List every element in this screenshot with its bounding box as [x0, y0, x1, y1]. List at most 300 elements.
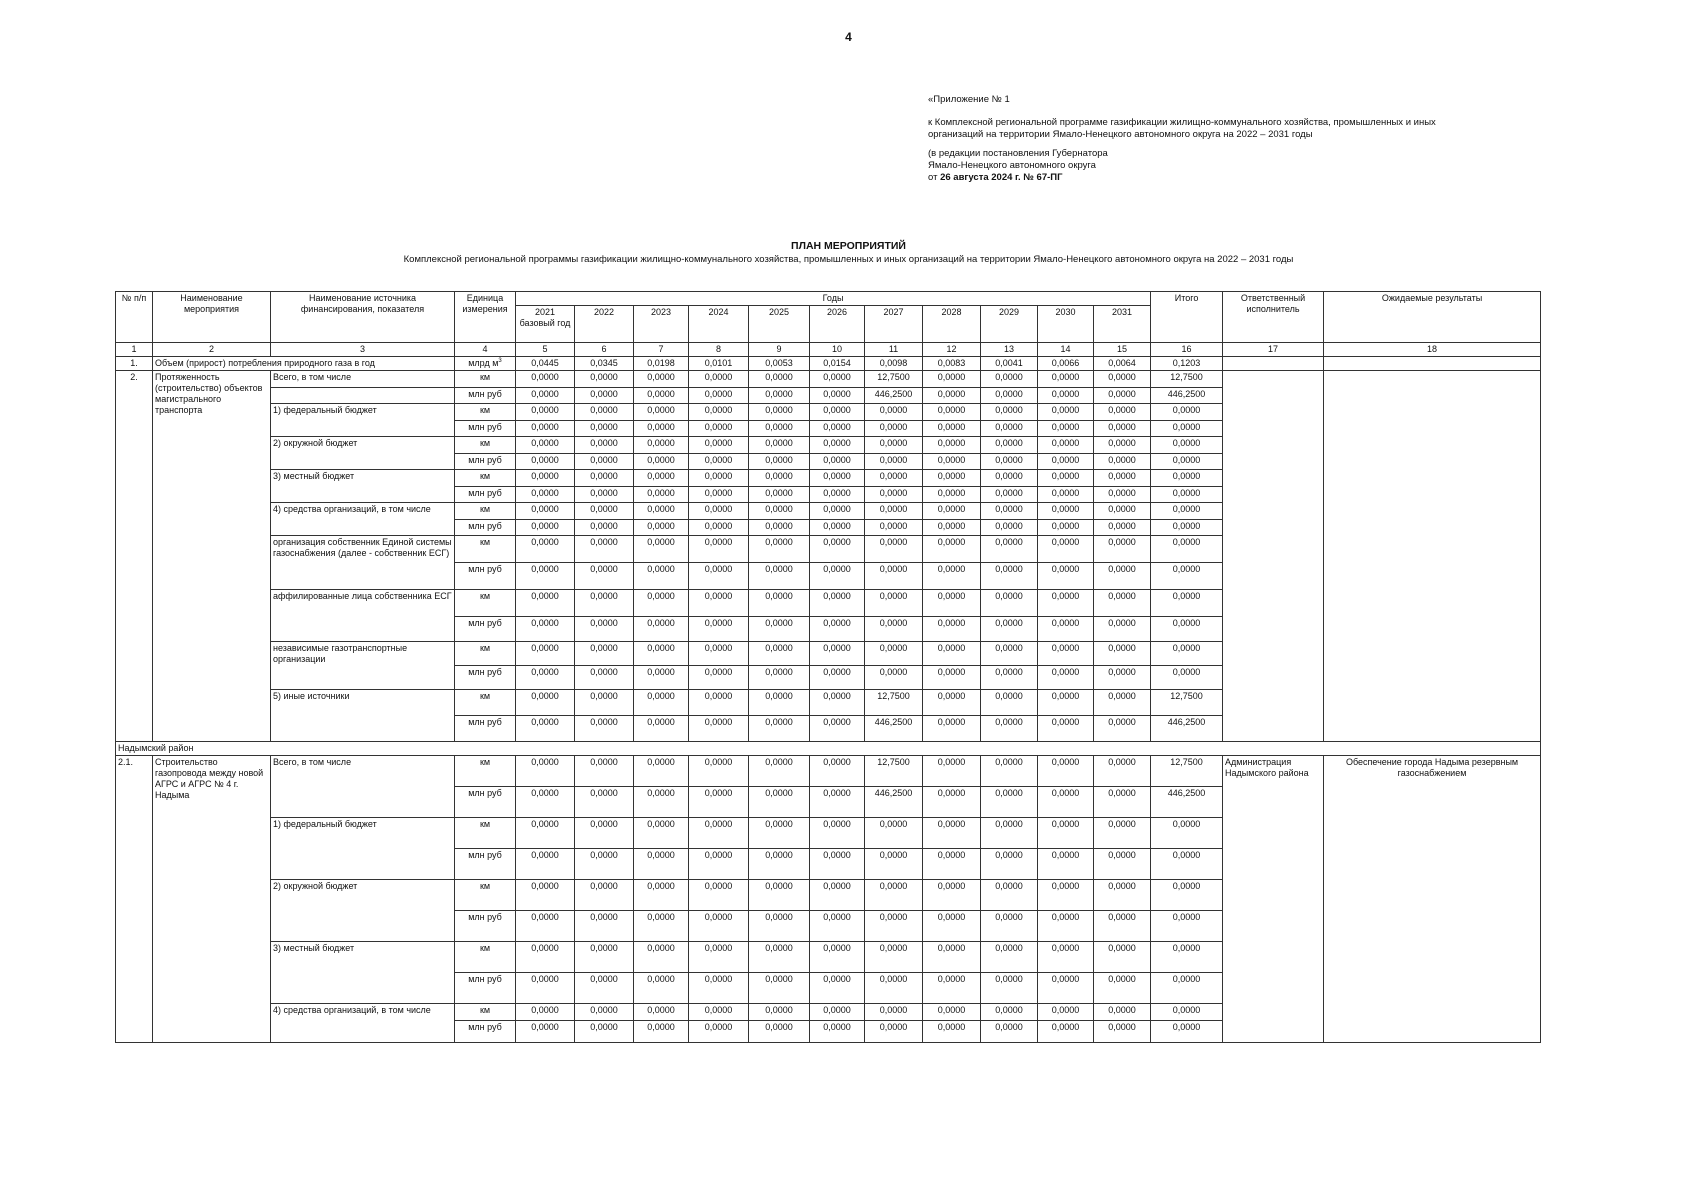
value-cell: 0,0000: [981, 818, 1038, 849]
value-cell: 0,0000: [634, 421, 689, 437]
value-cell: 0,0000: [1038, 536, 1094, 563]
value-cell: 0,0000: [516, 911, 575, 942]
value-cell: 0,0000: [749, 911, 810, 942]
value-cell: 0,0000: [981, 666, 1038, 690]
total-cell: 0,0000: [1151, 536, 1223, 563]
header-year: 2026: [810, 306, 865, 343]
total-cell: 0,0000: [1151, 849, 1223, 880]
unit-cell: млн руб: [455, 388, 516, 404]
value-cell: 0,0000: [810, 487, 865, 503]
value-cell: 0,0198: [634, 357, 689, 371]
value-cell: 0,0000: [575, 454, 634, 470]
value-cell: 0,0000: [516, 503, 575, 520]
value-cell: 0,0000: [749, 590, 810, 617]
total-cell: 0,0000: [1151, 503, 1223, 520]
unit-cell: км: [455, 756, 516, 787]
responsible-cell: [1223, 357, 1324, 371]
value-cell: 0,0000: [749, 470, 810, 487]
value-cell: 0,0000: [923, 617, 981, 642]
value-cell: 0,0000: [981, 437, 1038, 454]
row-num: 2.1.: [116, 756, 153, 1043]
column-number: 1: [116, 343, 153, 357]
value-cell: 0,0000: [689, 470, 749, 487]
value-cell: 0,0000: [749, 1021, 810, 1043]
value-cell: 0,0000: [1094, 563, 1151, 590]
unit-cell: км: [455, 818, 516, 849]
value-cell: 0,0000: [865, 1004, 923, 1021]
value-cell: 0,0000: [634, 849, 689, 880]
value-cell: 0,0041: [981, 357, 1038, 371]
value-cell: 0,0000: [1094, 942, 1151, 973]
value-cell: 0,0000: [749, 716, 810, 742]
value-cell: 0,0000: [865, 666, 923, 690]
value-cell: 0,0000: [516, 437, 575, 454]
results-cell: [1324, 371, 1541, 742]
value-cell: 0,0000: [810, 818, 865, 849]
value-cell: 0,0000: [516, 849, 575, 880]
value-cell: 0,0000: [981, 371, 1038, 388]
value-cell: 0,0000: [981, 590, 1038, 617]
unit-cell: млн руб: [455, 454, 516, 470]
value-cell: 0,0000: [1094, 470, 1151, 487]
value-cell: 0,0000: [749, 536, 810, 563]
value-cell: 0,0000: [516, 617, 575, 642]
row-num: 1.: [116, 357, 153, 371]
value-cell: 0,0000: [516, 404, 575, 421]
unit-cell: млн руб: [455, 716, 516, 742]
source-label: 4) средства организаций, в том числе: [271, 503, 455, 536]
value-cell: 0,0000: [689, 590, 749, 617]
value-cell: 0,0000: [516, 454, 575, 470]
value-cell: 0,0000: [689, 388, 749, 404]
total-cell: 0,0000: [1151, 404, 1223, 421]
value-cell: 446,2500: [865, 716, 923, 742]
value-cell: 0,0000: [981, 880, 1038, 911]
value-cell: 0,0000: [810, 642, 865, 666]
value-cell: 0,0000: [981, 536, 1038, 563]
value-cell: 0,0000: [810, 617, 865, 642]
value-cell: 0,0000: [1094, 371, 1151, 388]
total-cell: 0,0000: [1151, 563, 1223, 590]
value-cell: 0,0000: [865, 421, 923, 437]
value-cell: 0,0000: [1094, 536, 1151, 563]
total-cell: 0,0000: [1151, 666, 1223, 690]
value-cell: 0,0000: [689, 666, 749, 690]
value-cell: 0,0000: [923, 487, 981, 503]
value-cell: 0,0000: [1094, 818, 1151, 849]
value-cell: 0,0000: [810, 404, 865, 421]
value-cell: 0,0000: [575, 404, 634, 421]
value-cell: 0,0000: [981, 421, 1038, 437]
plan-table: [115, 291, 1541, 1043]
value-cell: 0,0000: [1038, 642, 1094, 666]
column-number: 3: [271, 343, 455, 357]
value-cell: 0,0000: [1038, 617, 1094, 642]
unit-cell: млн руб: [455, 666, 516, 690]
value-cell: 0,0000: [749, 1004, 810, 1021]
value-cell: 0,0000: [575, 536, 634, 563]
value-cell: 0,0000: [749, 617, 810, 642]
edition-line-1: (в редакции постановления Губернатора: [928, 148, 1108, 159]
value-cell: 0,0000: [1094, 787, 1151, 818]
results-cell: Обеспечение города Надыма резервным газоснабжением: [1324, 756, 1541, 1043]
unit-cell: км: [455, 437, 516, 454]
value-cell: 0,0000: [634, 371, 689, 388]
value-cell: 0,0000: [865, 503, 923, 520]
value-cell: 0,0000: [810, 716, 865, 742]
unit-cell: млн руб: [455, 787, 516, 818]
value-cell: 0,0000: [865, 617, 923, 642]
value-cell: 0,0000: [689, 690, 749, 716]
total-cell: 0,0000: [1151, 437, 1223, 454]
value-cell: 0,0000: [749, 503, 810, 520]
value-cell: 0,0000: [516, 973, 575, 1004]
value-cell: 0,0000: [689, 911, 749, 942]
table-row: [116, 371, 1541, 388]
value-cell: 0,0000: [575, 973, 634, 1004]
unit-cell: км: [455, 880, 516, 911]
unit-cell: км: [455, 536, 516, 563]
value-cell: 0,0000: [865, 880, 923, 911]
total-cell: 12,7500: [1151, 371, 1223, 388]
header-total: Итого: [1151, 292, 1223, 343]
value-cell: 0,0000: [923, 470, 981, 487]
value-cell: 0,0000: [1038, 756, 1094, 787]
plan-title: ПЛАН МЕРОПРИЯТИЙ: [791, 240, 906, 252]
header-year: 2024: [689, 306, 749, 343]
total-cell: 0,0000: [1151, 880, 1223, 911]
value-cell: 0,0000: [516, 716, 575, 742]
value-cell: 0,0000: [516, 520, 575, 536]
value-cell: 0,0000: [923, 942, 981, 973]
value-cell: 0,0000: [1038, 470, 1094, 487]
header-event: Наименование мероприятия: [153, 292, 271, 343]
region-label: Надымский район: [116, 742, 1541, 756]
value-cell: 0,0000: [749, 421, 810, 437]
value-cell: 0,0000: [810, 787, 865, 818]
value-cell: 0,0000: [575, 666, 634, 690]
value-cell: 0,0445: [516, 357, 575, 371]
unit-cell: км: [455, 470, 516, 487]
source-label: Всего, в том числе: [271, 756, 455, 818]
value-cell: 0,0000: [810, 421, 865, 437]
value-cell: 0,0000: [689, 787, 749, 818]
value-cell: 0,0000: [1038, 421, 1094, 437]
value-cell: 0,0000: [923, 536, 981, 563]
value-cell: 0,0000: [810, 911, 865, 942]
value-cell: 0,0000: [689, 942, 749, 973]
value-cell: 0,0000: [575, 1021, 634, 1043]
value-cell: 0,0000: [1038, 818, 1094, 849]
value-cell: 0,0066: [1038, 357, 1094, 371]
value-cell: 0,0000: [1094, 666, 1151, 690]
value-cell: 0,0000: [634, 520, 689, 536]
value-cell: 0,0000: [749, 388, 810, 404]
total-cell: 0,0000: [1151, 470, 1223, 487]
value-cell: 0,0000: [923, 787, 981, 818]
table-row: [116, 756, 1541, 787]
value-cell: 0,0000: [1038, 716, 1094, 742]
unit-cell: млн руб: [455, 617, 516, 642]
header-year: 2025: [749, 306, 810, 343]
unit-cell: [455, 357, 516, 371]
value-cell: 0,0000: [865, 470, 923, 487]
value-cell: 0,0000: [981, 942, 1038, 973]
value-cell: 0,0000: [575, 563, 634, 590]
unit-cell: млн руб: [455, 421, 516, 437]
column-number: 6: [575, 343, 634, 357]
value-cell: 0,0000: [923, 716, 981, 742]
header-num: № п/п: [116, 292, 153, 343]
value-cell: 0,0000: [689, 503, 749, 520]
source-label: 3) местный бюджет: [271, 942, 455, 1004]
total-cell: 0,1203: [1151, 357, 1223, 371]
value-cell: 0,0000: [575, 716, 634, 742]
column-number: 15: [1094, 343, 1151, 357]
value-cell: 0,0000: [1038, 503, 1094, 520]
header-year: 2030: [1038, 306, 1094, 343]
value-cell: 0,0000: [749, 666, 810, 690]
value-cell: 0,0000: [634, 716, 689, 742]
value-cell: 0,0000: [810, 666, 865, 690]
value-cell: 0,0000: [981, 454, 1038, 470]
column-number: 12: [923, 343, 981, 357]
value-cell: 0,0000: [865, 1021, 923, 1043]
value-cell: 0,0000: [575, 470, 634, 487]
total-cell: 12,7500: [1151, 756, 1223, 787]
value-cell: 0,0000: [1038, 404, 1094, 421]
value-cell: 0,0000: [981, 617, 1038, 642]
value-cell: 0,0000: [634, 470, 689, 487]
value-cell: 0,0000: [516, 756, 575, 787]
edition-date: 26 августа 2024 г. № 67-ПГ: [940, 172, 1063, 183]
total-cell: 0,0000: [1151, 642, 1223, 666]
value-cell: 0,0000: [575, 590, 634, 617]
value-cell: 0,0000: [516, 563, 575, 590]
total-cell: 0,0000: [1151, 590, 1223, 617]
value-cell: 0,0000: [1094, 756, 1151, 787]
value-cell: 0,0000: [810, 388, 865, 404]
value-cell: 0,0000: [1094, 454, 1151, 470]
value-cell: 0,0000: [1094, 617, 1151, 642]
value-cell: 0,0000: [923, 388, 981, 404]
value-cell: 0,0000: [575, 849, 634, 880]
value-cell: 0,0000: [689, 536, 749, 563]
value-cell: 446,2500: [865, 388, 923, 404]
value-cell: 0,0000: [923, 404, 981, 421]
value-cell: 0,0000: [1038, 942, 1094, 973]
column-number: 8: [689, 343, 749, 357]
column-number: 4: [455, 343, 516, 357]
value-cell: 0,0000: [516, 470, 575, 487]
value-cell: 0,0000: [634, 617, 689, 642]
value-cell: 0,0000: [923, 818, 981, 849]
unit-cell: млн руб: [455, 849, 516, 880]
value-cell: 0,0000: [810, 470, 865, 487]
value-cell: 12,7500: [865, 756, 923, 787]
value-cell: 0,0000: [981, 388, 1038, 404]
value-cell: 0,0000: [634, 563, 689, 590]
total-cell: 0,0000: [1151, 818, 1223, 849]
header-year: 2027: [865, 306, 923, 343]
value-cell: 0,0000: [749, 404, 810, 421]
row-gas-consumption: [116, 357, 1541, 371]
value-cell: 0,0000: [634, 1004, 689, 1021]
source-label: 1) федеральный бюджет: [271, 818, 455, 880]
value-cell: 0,0000: [923, 756, 981, 787]
value-cell: 0,0000: [810, 503, 865, 520]
value-cell: 0,0000: [634, 454, 689, 470]
value-cell: 0,0000: [981, 690, 1038, 716]
value-cell: 0,0000: [981, 503, 1038, 520]
value-cell: 0,0000: [1038, 787, 1094, 818]
value-cell: 0,0000: [1038, 371, 1094, 388]
row-name: Протяженность (строительство) объектов магистрального транспорта: [153, 371, 271, 742]
value-cell: 0,0000: [689, 437, 749, 454]
value-cell: 0,0000: [1094, 590, 1151, 617]
unit-cell: км: [455, 503, 516, 520]
value-cell: 0,0000: [634, 1021, 689, 1043]
total-cell: 446,2500: [1151, 716, 1223, 742]
header-year: 2028: [923, 306, 981, 343]
total-cell: 12,7500: [1151, 690, 1223, 716]
column-number: 2: [153, 343, 271, 357]
column-number: 16: [1151, 343, 1223, 357]
value-cell: 0,0000: [516, 1021, 575, 1043]
value-cell: 0,0000: [810, 563, 865, 590]
value-cell: 0,0000: [689, 520, 749, 536]
column-number: 18: [1324, 343, 1541, 357]
value-cell: 0,0000: [865, 818, 923, 849]
column-number: 10: [810, 343, 865, 357]
value-cell: 0,0000: [810, 536, 865, 563]
edition-date-line: [928, 172, 1548, 184]
value-cell: 0,0000: [981, 404, 1038, 421]
value-cell: 0,0000: [1094, 973, 1151, 1004]
value-cell: 0,0000: [749, 371, 810, 388]
value-cell: 0,0000: [749, 973, 810, 1004]
total-cell: 0,0000: [1151, 911, 1223, 942]
value-cell: 0,0000: [749, 454, 810, 470]
source-label: 2) окружной бюджет: [271, 437, 455, 470]
column-number: 14: [1038, 343, 1094, 357]
total-cell: 0,0000: [1151, 973, 1223, 1004]
value-cell: 0,0000: [749, 880, 810, 911]
total-cell: 0,0000: [1151, 617, 1223, 642]
plan-subtitle: Комплексной региональной программы газификации жилищно-коммунального хозяйства, промышленных и иных организаций на территории Ямало-Ненецкого автономного округа на 2022 – 2031 годы: [403, 254, 1294, 265]
value-cell: 0,0000: [749, 942, 810, 973]
value-cell: 0,0000: [923, 437, 981, 454]
value-cell: 0,0000: [516, 690, 575, 716]
unit-cell: км: [455, 642, 516, 666]
unit-cell: млн руб: [455, 911, 516, 942]
column-number: 17: [1223, 343, 1324, 357]
value-cell: 0,0000: [810, 942, 865, 973]
value-cell: 0,0000: [1094, 487, 1151, 503]
value-cell: 0,0000: [634, 503, 689, 520]
value-cell: 0,0000: [923, 371, 981, 388]
value-cell: 0,0000: [575, 503, 634, 520]
unit-cell: млн руб: [455, 973, 516, 1004]
value-cell: 0,0000: [575, 421, 634, 437]
value-cell: 0,0000: [923, 666, 981, 690]
value-cell: 0,0000: [923, 880, 981, 911]
total-cell: 0,0000: [1151, 942, 1223, 973]
value-cell: 0,0000: [865, 911, 923, 942]
value-cell: 0,0000: [634, 666, 689, 690]
source-label: 4) средства организаций, в том числе: [271, 1004, 455, 1043]
value-cell: 0,0000: [634, 973, 689, 1004]
value-cell: 0,0000: [689, 716, 749, 742]
value-cell: 0,0000: [923, 590, 981, 617]
header-year: 2023: [634, 306, 689, 343]
value-cell: 0,0000: [516, 666, 575, 690]
value-cell: 0,0000: [575, 388, 634, 404]
value-cell: 0,0000: [516, 818, 575, 849]
value-cell: 0,0000: [1094, 437, 1151, 454]
value-cell: 0,0000: [516, 642, 575, 666]
value-cell: 0,0000: [516, 787, 575, 818]
value-cell: 446,2500: [865, 787, 923, 818]
value-cell: 0,0000: [689, 404, 749, 421]
value-cell: 0,0000: [749, 787, 810, 818]
value-cell: 0,0000: [1094, 880, 1151, 911]
value-cell: 0,0000: [634, 818, 689, 849]
source-label: Всего, в том числе: [271, 371, 455, 388]
total-cell: 0,0000: [1151, 454, 1223, 470]
value-cell: 0,0000: [634, 487, 689, 503]
value-cell: 0,0000: [1094, 421, 1151, 437]
appendix-program-line-2: организаций на территории Ямало-Ненецкого автономного округа на 2022 – 2031 годы: [928, 129, 1313, 140]
value-cell: 0,0000: [981, 911, 1038, 942]
value-cell: 0,0000: [634, 536, 689, 563]
value-cell: 0,0000: [1038, 590, 1094, 617]
column-number: 11: [865, 343, 923, 357]
value-cell: 0,0000: [689, 973, 749, 1004]
unit-cell: км: [455, 690, 516, 716]
edition-date-prefix: от: [928, 172, 941, 183]
value-cell: 0,0000: [634, 590, 689, 617]
value-cell: 0,0000: [749, 849, 810, 880]
value-cell: 0,0000: [923, 1004, 981, 1021]
value-cell: 0,0000: [1038, 487, 1094, 503]
value-cell: 0,0000: [981, 787, 1038, 818]
unit-cell: км: [455, 1004, 516, 1021]
results-cell: [1324, 357, 1541, 371]
value-cell: 0,0000: [1038, 849, 1094, 880]
value-cell: 0,0000: [810, 973, 865, 1004]
value-cell: 0,0000: [865, 642, 923, 666]
value-cell: 0,0000: [923, 911, 981, 942]
row-num: 2.: [116, 371, 153, 742]
value-cell: 0,0000: [1094, 716, 1151, 742]
value-cell: 0,0000: [981, 849, 1038, 880]
value-cell: 0,0000: [865, 563, 923, 590]
unit-cell: км: [455, 404, 516, 421]
value-cell: 0,0000: [1038, 973, 1094, 1004]
value-cell: 0,0000: [1038, 520, 1094, 536]
value-cell: 0,0000: [810, 1004, 865, 1021]
value-cell: 0,0000: [923, 973, 981, 1004]
value-cell: 0,0000: [1094, 404, 1151, 421]
value-cell: 0,0000: [1094, 849, 1151, 880]
unit-cell: млн руб: [455, 487, 516, 503]
row-name: Объем (прирост) потребления природного газа в год: [153, 357, 455, 371]
value-cell: 0,0000: [516, 487, 575, 503]
appendix-note: [928, 94, 1548, 184]
source-label: независимые газотранспортные организации: [271, 642, 455, 690]
value-cell: 0,0000: [516, 371, 575, 388]
